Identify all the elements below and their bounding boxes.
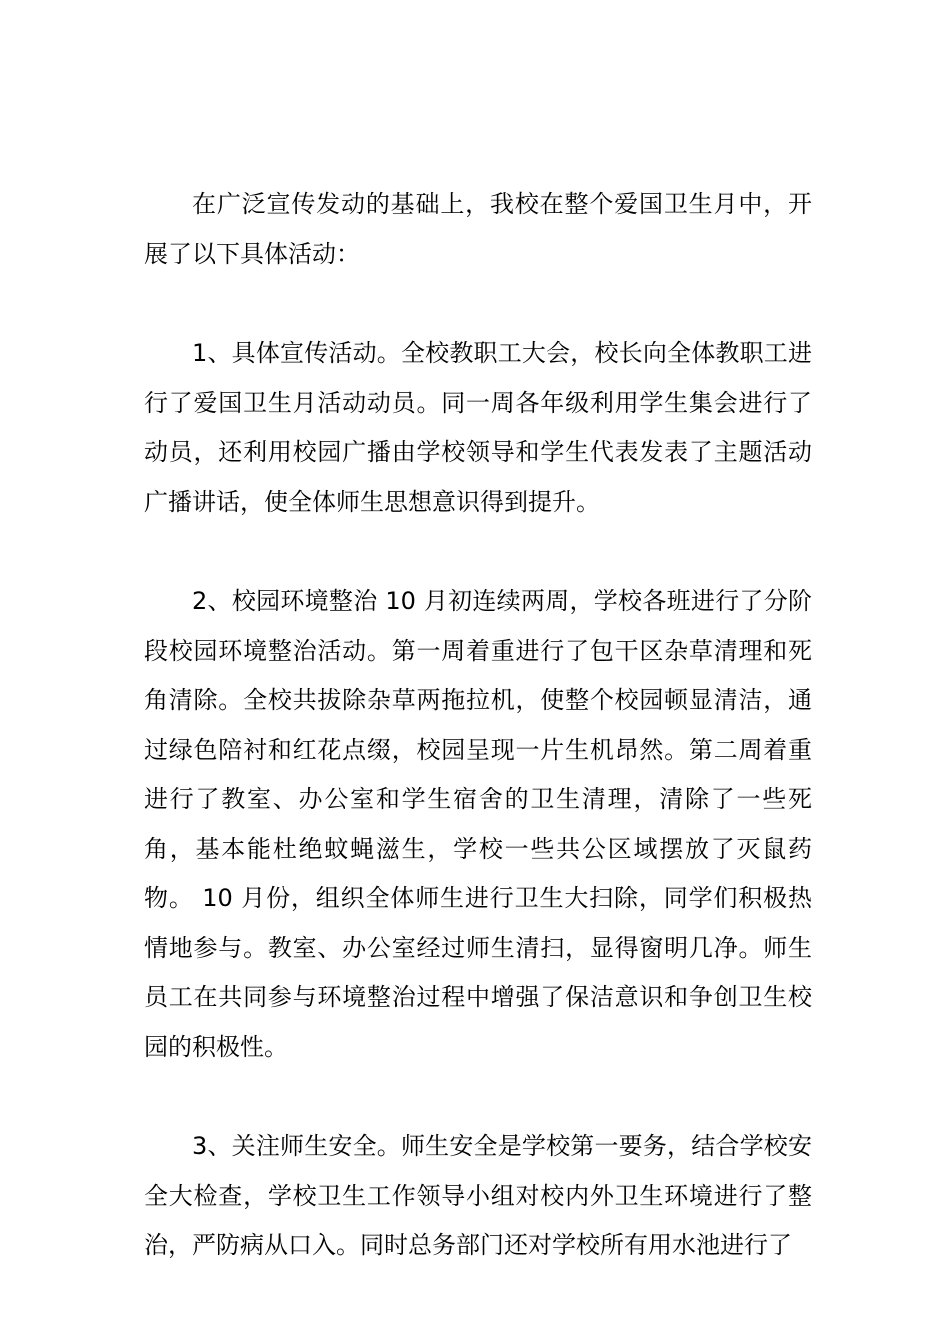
- paragraph-safety: 3、关注师生安全。师生安全是学校第一要务，结合学校安全大检查，学校卫生工作领导小组对校内外卫生环境进行了整治，严防病从口入。同时总务部门还对学校所有用水池进行了: [144, 1132, 812, 1259]
- paragraph-publicity: 1、具体宣传活动。全校教职工大会，校长向全体教职工进行了爱国卫生月活动动员。同一周各年级利用学生集会进行了动员，还利用校园广播由学校领导和学生代表发表了主题活动广播讲话，使全体师生思想意识得到提升。: [144, 339, 812, 516]
- paragraph-intro: 在广泛宣传发动的基础上，我校在整个爱国卫生月中，开展了以下具体活动：: [144, 190, 812, 268]
- document-body: [144, 180, 812, 1321]
- paragraph-environment: 2、校园环境整治 10 月初连续两周，学校各班进行了分阶段校园环境整治活动。第一周着重进行了包干区杂草清理和死角清除。全校共拔除杂草两拖拉机，使整个校园顿显清洁，通过绿色陪衬和红花点缀，校园呈现一片生机昂然。第二周着重进行了教室、办公室和学生宿舍的卫生清理，清除了一些死角，基本能杜绝蚊蝇滋生，学校一些共公区域摆放了灭鼠药物。 10 月份，组织全体师生进行卫生大扫除，同学们积极热情地参与。教室、办公室经过师生清扫，显得窗明几净。师生员工在共同参与环境整治过程中增强了保洁意识和争创卫生校园的积极性。: [144, 587, 812, 1061]
